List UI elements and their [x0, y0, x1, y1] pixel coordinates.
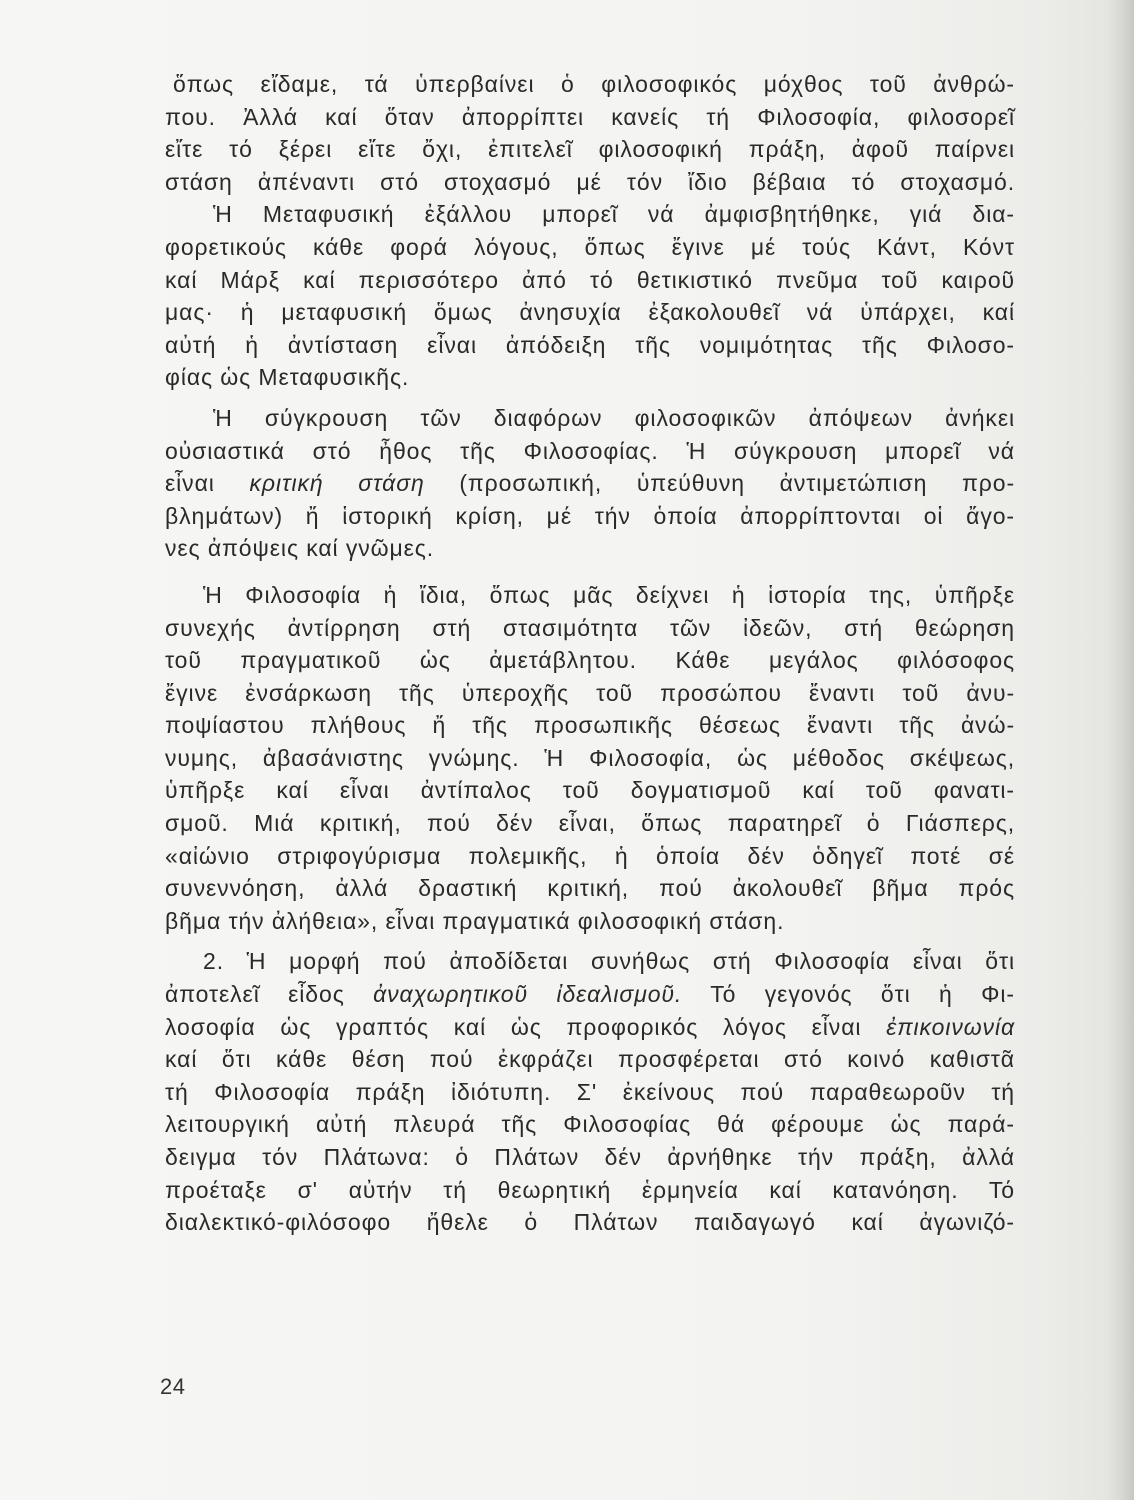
- text-line-mixed: [165, 1011, 1015, 1044]
- text-line: συνεννόηση, ἀλλά δραστική κριτική, πού ἀκολουθεῖ βῆμα πρός: [165, 875, 1015, 902]
- text-line: «αἰώνιο στριφογύρισμα πολεμικῆς, ἡ ὁποία δέν ὁδηγεῖ ποτέ σέ: [165, 842, 1015, 869]
- text-run: ἀποτελεῖ εἶδος: [165, 981, 374, 1008]
- text-line: σμοῦ. Μιά κριτική, πού δέν εἶναι, ὅπως παρατηρεῖ ὁ Γιάσπερς,: [165, 810, 1015, 837]
- text-line: μας· ἡ μεταφυσική ὅμως ἀνησυχία ἐξακολουθεῖ νά ὑπάρχει, καί: [165, 299, 1015, 326]
- italic-emphasis: ἐπικοινωνία: [886, 1013, 1015, 1040]
- text-line: που. Ἀλλά καί ὅταν ἀπορρίπτει κανείς τή Φιλοσοφία, φιλοσορεῖ: [165, 103, 1015, 130]
- text-line: στάση ἀπέναντι στό στοχασμό μέ τόν ἴδιο βέβαια τό στοχασμό.: [165, 168, 1015, 195]
- body-text: [165, 68, 1015, 1239]
- text-line: ποψίαστου πλήθους ἤ τῆς προσωπικῆς θέσεως ἔναντι τῆς ἀνώ-: [165, 712, 1015, 739]
- text-run: Τό γεγονός ὅτι ἡ Φι-: [682, 981, 1015, 1008]
- text-line: εἴτε τό ξέρει εἴτε ὄχι, ἐπιτελεῖ φιλοσοφική πράξη, ἀφοῦ παίρνει: [165, 136, 1015, 163]
- text-line: φορετικούς κάθε φορά λόγους, ὅπως ἔγινε μέ τούς Κάντ, Κόντ: [165, 233, 1015, 260]
- text-line: καί Μάρξ καί περισσότερο ἀπό τό θετικιστικό πνεῦμα τοῦ καιροῦ: [165, 266, 1015, 293]
- paragraph-1: [165, 68, 1015, 394]
- text-line: ὅπως εἴδαμε, τά ὑπερβαίνει ὁ φιλοσοφικός μόχθος τοῦ ἀνθρώ-: [173, 71, 1015, 97]
- italic-emphasis: ἀναχωρητικοῦ ἰδεαλισμοῦ.: [373, 981, 683, 1008]
- paragraph-gap: [165, 937, 1015, 945]
- text-run: λοσοφία ὡς γραπτός καί ὡς προφορικός λόγος εἶναι: [165, 1013, 887, 1040]
- paragraph-3: [165, 579, 1015, 938]
- text-line: Ἡ σύγκρουση τῶν διαφόρων φιλοσοφικῶν ἀπόψεων ἀνήκει: [213, 404, 1015, 431]
- text-line: νυμης, ἀβασάνιστης γνώμης. Ἡ Φιλοσοφία, ὡς μέθοδος σκέψεως,: [165, 744, 1015, 771]
- text-line-mixed: [165, 978, 1015, 1011]
- text-line: τοῦ πραγματικοῦ ὡς ἀμετάβλητου. Κάθε μεγάλος φιλόσοφος: [165, 647, 1015, 674]
- text-line: ἔγινε ἐνσάρκωση τῆς ὑπεροχῆς τοῦ προσώπου ἔναντι τοῦ ἀνυ-: [165, 679, 1015, 706]
- text-line: νες ἀπόψεις καί γνῶμες.: [165, 535, 435, 562]
- text-line: βλημάτων) ἤ ἱστορική κρίση, μέ τήν ὁποία ἀπορρίπτονται οἱ ἄγο-: [165, 502, 1015, 529]
- text-line: οὐσιαστικά στό ἦθος τῆς Φιλοσοφίας. Ἡ σύγκρουση μπορεῖ νά: [165, 437, 1015, 464]
- paragraph-gap: [165, 565, 1015, 579]
- text-run: (προσωπική, ὑπεύθυνη ἀντιμετώπιση προ-: [424, 470, 1016, 497]
- page-edge-shadow: [1106, 0, 1134, 1500]
- text-line: διαλεκτικό-φιλόσοφο ἤθελε ὁ Πλάτων παιδαγωγό καί ἀγωνιζό-: [165, 1209, 1015, 1236]
- page-number: 24: [160, 1374, 186, 1399]
- text-line: καί ὅτι κάθε θέση πού ἐκφράζει προσφέρεται στό κοινό καθιστᾶ: [165, 1046, 1015, 1073]
- text-line: Ἡ Φιλοσοφία ἡ ἴδια, ὅπως μᾶς δείχνει ἡ ἱστορία της, ὑπῆρξε: [203, 581, 1015, 608]
- text-line: 2. Ἡ μορφή πού ἀποδίδεται συνήθως στή Φιλοσοφία εἶναι ὅτι: [203, 948, 1015, 975]
- italic-emphasis: κριτική στάση: [249, 470, 425, 497]
- text-line: ὑπῆρξε καί εἶναι ἀντίπαλος τοῦ δογματισμοῦ καί τοῦ φανατι-: [165, 777, 1015, 804]
- text-line: συνεχής ἀντίρρηση στή στασιμότητα τῶν ἰδεῶν, στή θεώρηση: [165, 614, 1015, 641]
- text-line: λειτουργική αὐτή πλευρά τῆς Φιλοσοφίας θά φέρουμε ὡς παρά-: [165, 1111, 1015, 1138]
- text-run: εἶναι: [165, 470, 250, 497]
- text-line: φίας ὡς Μεταφυσικῆς.: [165, 364, 410, 391]
- text-line: δειγμα τόν Πλάτωνα: ὁ Πλάτων δέν ἀρνήθηκε τήν πράξη, ἀλλά: [165, 1144, 1015, 1170]
- text-line: Ἡ Μεταφυσική ἐξάλλου μπορεῖ νά ἀμφισβητήθηκε, γιά δια-: [213, 201, 1015, 228]
- text-line: προέταξε σ' αὐτήν τή θεωρητική ἑρμηνεία καί κατανόηση. Τό: [165, 1176, 1015, 1203]
- text-line: τή Φιλοσοφία πράξη ἰδιότυπη. Σ' ἐκείνους πού παραθεωροῦν τή: [165, 1078, 1015, 1105]
- text-line: αὐτή ἡ ἀντίσταση εἶναι ἀπόδειξη τῆς νομιμότητας τῆς Φιλοσο-: [165, 331, 1015, 358]
- paragraph-gap: [165, 394, 1015, 402]
- paragraph-2: [165, 402, 1015, 565]
- text-line-mixed: [165, 467, 1015, 500]
- text-line: βῆμα τήν ἀλήθεια», εἶναι πραγματικά φιλοσοφική στάση.: [165, 907, 785, 934]
- paragraph-4: [165, 945, 1015, 1238]
